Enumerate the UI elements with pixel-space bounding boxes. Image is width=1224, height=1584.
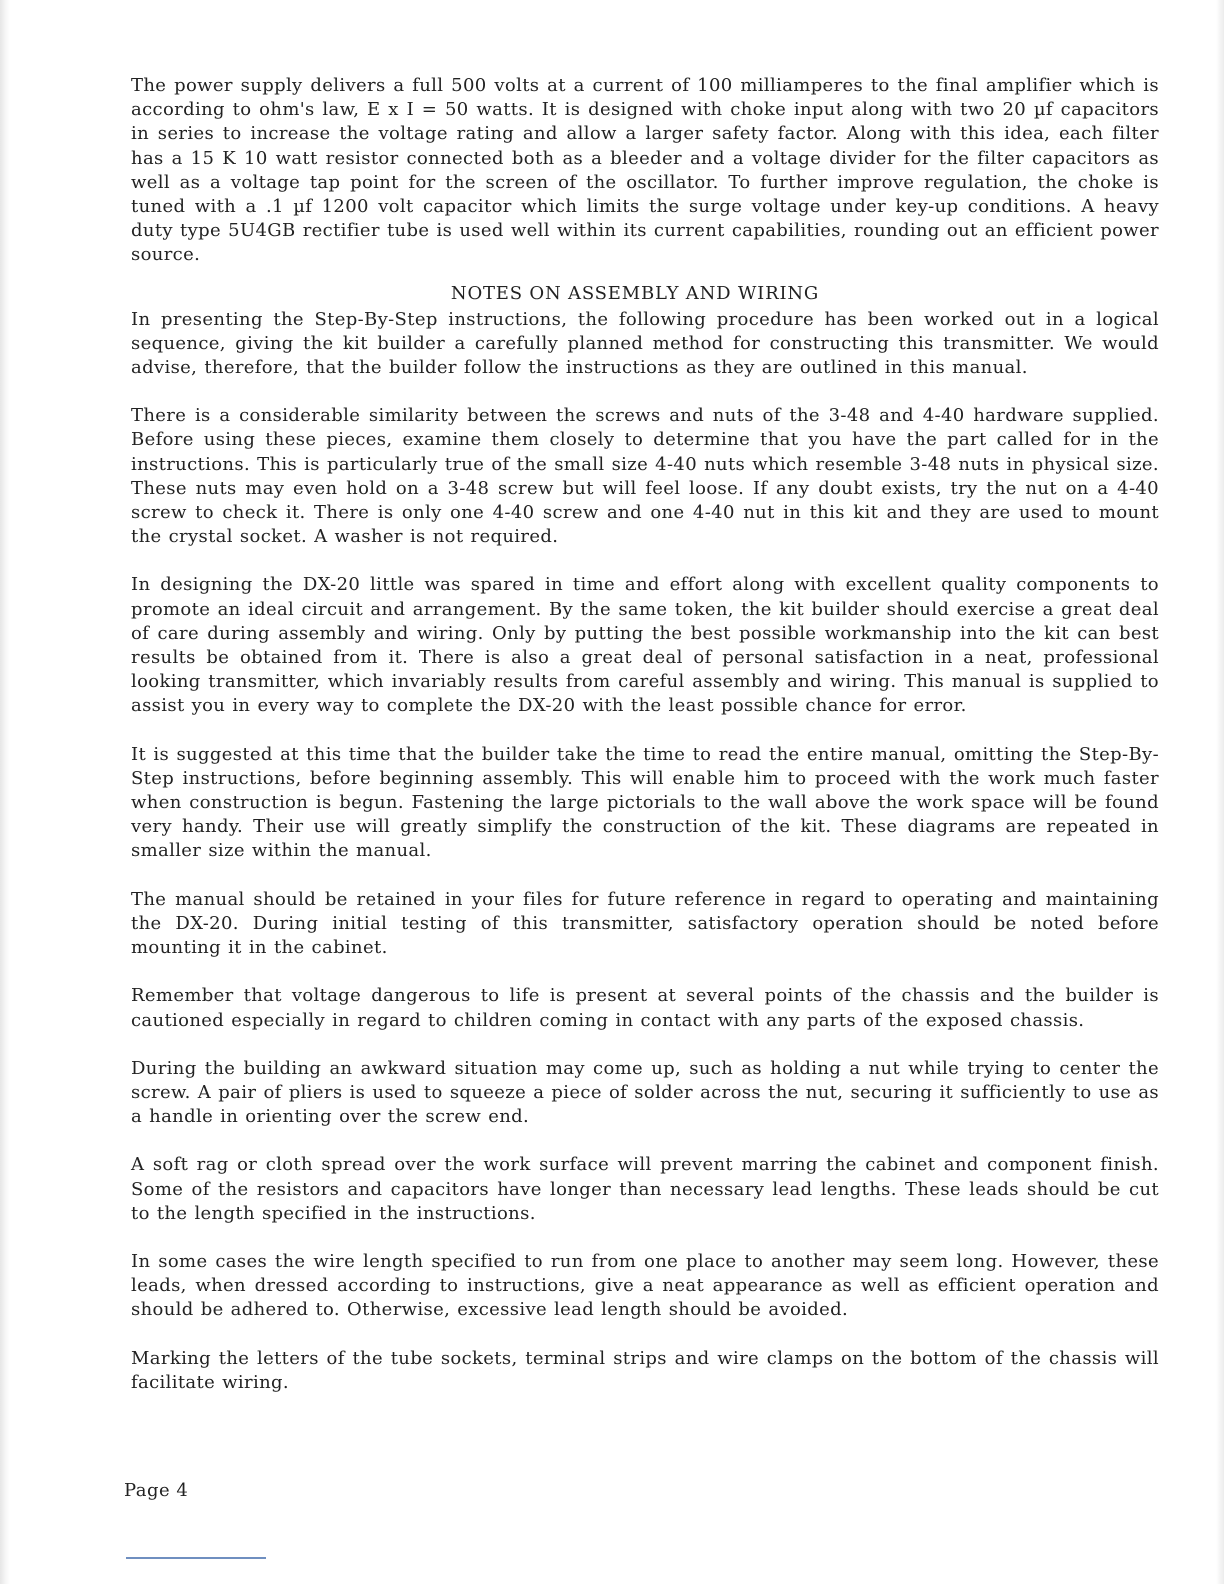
paragraph-voltage-warning: Remember that voltage dangerous to life is present at several points of the chassis and the builder is cautioned especially in regard to children coming in contact with any parts of the exposed chassis.	[131, 985, 1159, 1031]
section-heading: NOTES ON ASSEMBLY AND WIRING	[450, 282, 820, 304]
page-body	[131, 74, 1159, 1395]
paragraph-step-by-step: In presenting the Step-By-Step instructions, the following procedure has been worked out in a logical sequence, giving the kit builder a carefully planned method for constructing this transmitter. We would advise, therefore, that the builder follow the instructions as they are outlined in this manual.	[131, 308, 1159, 379]
scan-edge-left	[0, 0, 10, 1584]
paragraph-pliers-tip: During the building an awkward situation may come up, such as holding a nut while trying to center the screw. A pair of pliers is used to squeeze a piece of solder across the nut, securing it sufficiently to use as a handle in orienting over the screw end.	[131, 1057, 1159, 1128]
paragraph-retain-manual: The manual should be retained in your files for future reference in regard to operating and maintaining the DX-20. During initial testing of this transmitter, satisfactory operation should be noted before mounting it in the cabinet.	[131, 888, 1159, 959]
power-supply-paragraph: The power supply delivers a full 500 volts at a current of 100 milliamperes to the final amplifier which is according to ohm's law, E x I = 50 watts. It is designed with choke input along with two 20 µf capacitors in series to increase the voltage rating and allow a larger safety factor. Along with this idea, each filter has a 15 K 10 watt resistor connected both as a bleeder and a voltage divider for the filter capacitors as well as a voltage tap point for the screen of the oscillator. To further improve regulation, the choke is tuned with a .1 µf 1200 volt capacitor which limits the surge voltage under key-up conditions. A heavy duty type 5U4GB rectifier tube is used well within its current capabilities, rounding out an efficient power source.	[131, 75, 1159, 266]
paragraph-marking-letters: Marking the letters of the tube sockets, terminal strips and wire clamps on the bottom of the chassis will facilitate wiring.	[131, 1347, 1159, 1393]
paragraph-soft-rag: A soft rag or cloth spread over the work surface will prevent marring the cabinet and component finish. Some of the resistors and capacitors have longer than necessary lead lengths. These leads should be cut to the length specified in the instructions.	[131, 1154, 1159, 1224]
page-number: Page 4	[124, 1480, 189, 1501]
paragraph-read-manual: It is suggested at this time that the builder take the time to read the entire manual, omitting the Step-By-Step instructions, before beginning assembly. This will enable him to proceed with the work much faster when construction is begun. Fastening the large pictorials to the wall above the work space will be found very handy. Their use will greatly simplify the construction of the kit. These diagrams are repeated in smaller size within the manual.	[131, 743, 1159, 862]
paragraph-wire-length: In some cases the wire length specified to run from one place to another may seem long. However, these leads, when dressed according to instructions, give a neat appearance as well as efficient operation and should be adhered to. Otherwise, excessive lead length should be avoided.	[131, 1250, 1159, 1321]
scan-edge-right	[1216, 0, 1224, 1584]
bottom-rule	[126, 1557, 266, 1559]
paragraph-design: In designing the DX-20 little was spared in time and effort along with excellent quality components to promote an ideal circuit and arrangement. By the same token, the kit builder should exercise a great deal of care during assembly and wiring. Only by putting the best possible workmanship into the kit can best results be obtained from it. There is also a great deal of personal satisfaction in a neat, professional looking transmitter, which invariably results from careful assembly and wiring. This manual is supplied to assist you in every way to complete the DX-20 with the least possible chance for error.	[131, 574, 1159, 717]
paragraph-hardware: There is a considerable similarity between the screws and nuts of the 3-48 and 4-40 hardware supplied. Before using these pieces, examine them closely to determine that you have the part called for in the instructions. This is particularly true of the small size 4-40 nuts which resemble 3-48 nuts in physical size. These nuts may even hold on a 3-48 screw but will feel loose. If any doubt exists, try the nut on a 4-40 screw to check it. There is only one 4-40 screw and one 4-40 nut in this kit and they are used to mount the crystal socket. A washer is not required.	[131, 405, 1159, 548]
